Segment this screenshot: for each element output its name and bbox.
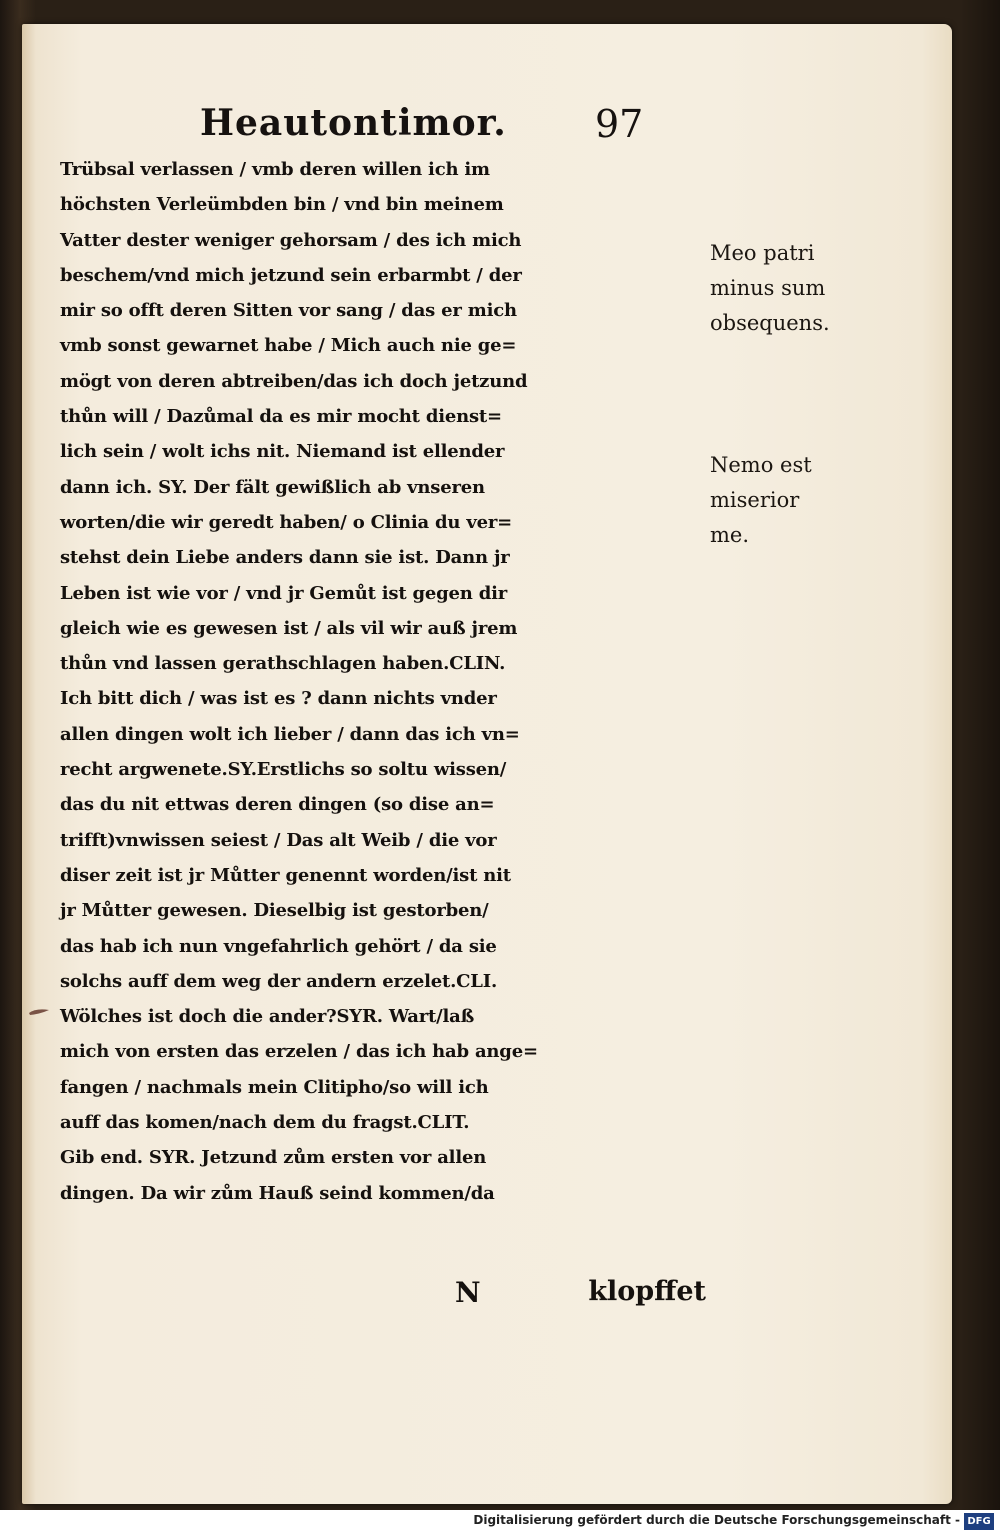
text-line: mögt von deren abtreiben/das ich doch jetzund	[60, 370, 528, 392]
text-line: Gib end. SYR. Jetzund zům ersten vor allen	[60, 1147, 487, 1169]
marginal-note-line: Meo patri	[710, 241, 815, 265]
marginal-note-line: miserior	[710, 488, 800, 512]
marginal-note	[710, 448, 812, 553]
text-line: höchsten Verleümbden bin / vnd bin meinem	[60, 194, 504, 216]
text-line: auff das komen/nach dem du fragst.CLIT.	[60, 1112, 470, 1134]
text-line: das du nit ettwas deren dingen (so dise an=	[60, 794, 495, 816]
running-head	[200, 102, 680, 152]
text-line: gleich wie es gewesen ist / als vil wir auß jrem	[60, 617, 518, 639]
text-line: Wölches ist doch die ander?SYR. Wart/laß	[60, 1006, 475, 1028]
text-line: dann ich. SY. Der fält gewißlich ab vnseren	[60, 476, 485, 498]
text-line: thůn vnd lassen gerathschlagen haben.CLIN.	[60, 653, 506, 675]
marginal-note-line: me.	[710, 523, 750, 547]
text-line: vmb sonst gewarnet habe / Mich auch nie ge=	[60, 335, 517, 357]
text-line: beschem/vnd mich jetzund sein erbarmbt / der	[60, 264, 522, 286]
marginal-note	[710, 236, 830, 341]
running-head-title: Heautontimor.	[200, 102, 507, 144]
text-line: thůn will / Dazůmal da es mir mocht dienst=	[60, 406, 502, 428]
catchword: klopffet	[588, 1276, 706, 1307]
text-line: mir so offt deren Sitten vor sang / das er mich	[60, 300, 517, 322]
dfg-logo-icon: DFG	[964, 1513, 994, 1530]
digitization-footer	[0, 1510, 1000, 1534]
text-line: Ich bitt dich / was ist es ? dann nichts vnder	[60, 688, 497, 710]
marginal-note-line: obsequens.	[710, 311, 830, 335]
text-line: allen dingen wolt ich lieber / dann das ich vn=	[60, 723, 520, 745]
book-page	[22, 24, 952, 1504]
text-line: mich von ersten das erzelen / das ich hab ange=	[60, 1041, 538, 1063]
text-line: lich sein / wolt ichs nit. Niemand ist ellender	[60, 441, 505, 463]
text-line: solchs auff dem weg der andern erzelet.CLI.	[60, 970, 498, 992]
signature-mark: N	[455, 1276, 481, 1309]
footer-credit: Digitalisierung gefördert durch die Deutsche Forschungsgemeinschaft -	[473, 1513, 960, 1527]
text-line: Vatter dester weniger gehorsam / des ich mich	[60, 229, 522, 251]
catchword-row	[60, 1276, 720, 1316]
marginal-note-line: Nemo est	[710, 453, 812, 477]
text-line: jr Můtter gewesen. Dieselbig ist gestorben/	[60, 900, 489, 922]
text-line: das hab ich nun vngefahrlich gehört / da sie	[60, 935, 497, 957]
text-line: Leben ist wie vor / vnd jr Gemůt ist gegen dir	[60, 582, 508, 604]
text-line: Trübsal verlassen / vmb deren willen ich im	[60, 159, 490, 180]
text-line: dingen. Da wir zům Hauß seind kommen/da	[60, 1182, 495, 1204]
text-line: fangen / nachmals mein Clitipho/so will ich	[60, 1076, 489, 1098]
marginal-note-line: minus sum	[710, 276, 826, 300]
text-line: stehst dein Liebe anders dann sie ist. Dann jr	[60, 547, 510, 569]
page-number: 97	[595, 102, 644, 146]
main-text-block	[60, 152, 720, 1211]
text-line: recht argwenete.SY.Erstlichs so soltu wissen/	[60, 759, 507, 781]
text-line: worten/die wir geredt haben/ o Clinia du ver=	[60, 511, 513, 533]
text-line: diser zeit ist jr Můtter genennt worden/ist nit	[60, 864, 511, 886]
ink-mark-icon	[28, 1006, 50, 1018]
text-line: trifft)vnwissen seiest / Das alt Weib / die vor	[60, 829, 497, 851]
